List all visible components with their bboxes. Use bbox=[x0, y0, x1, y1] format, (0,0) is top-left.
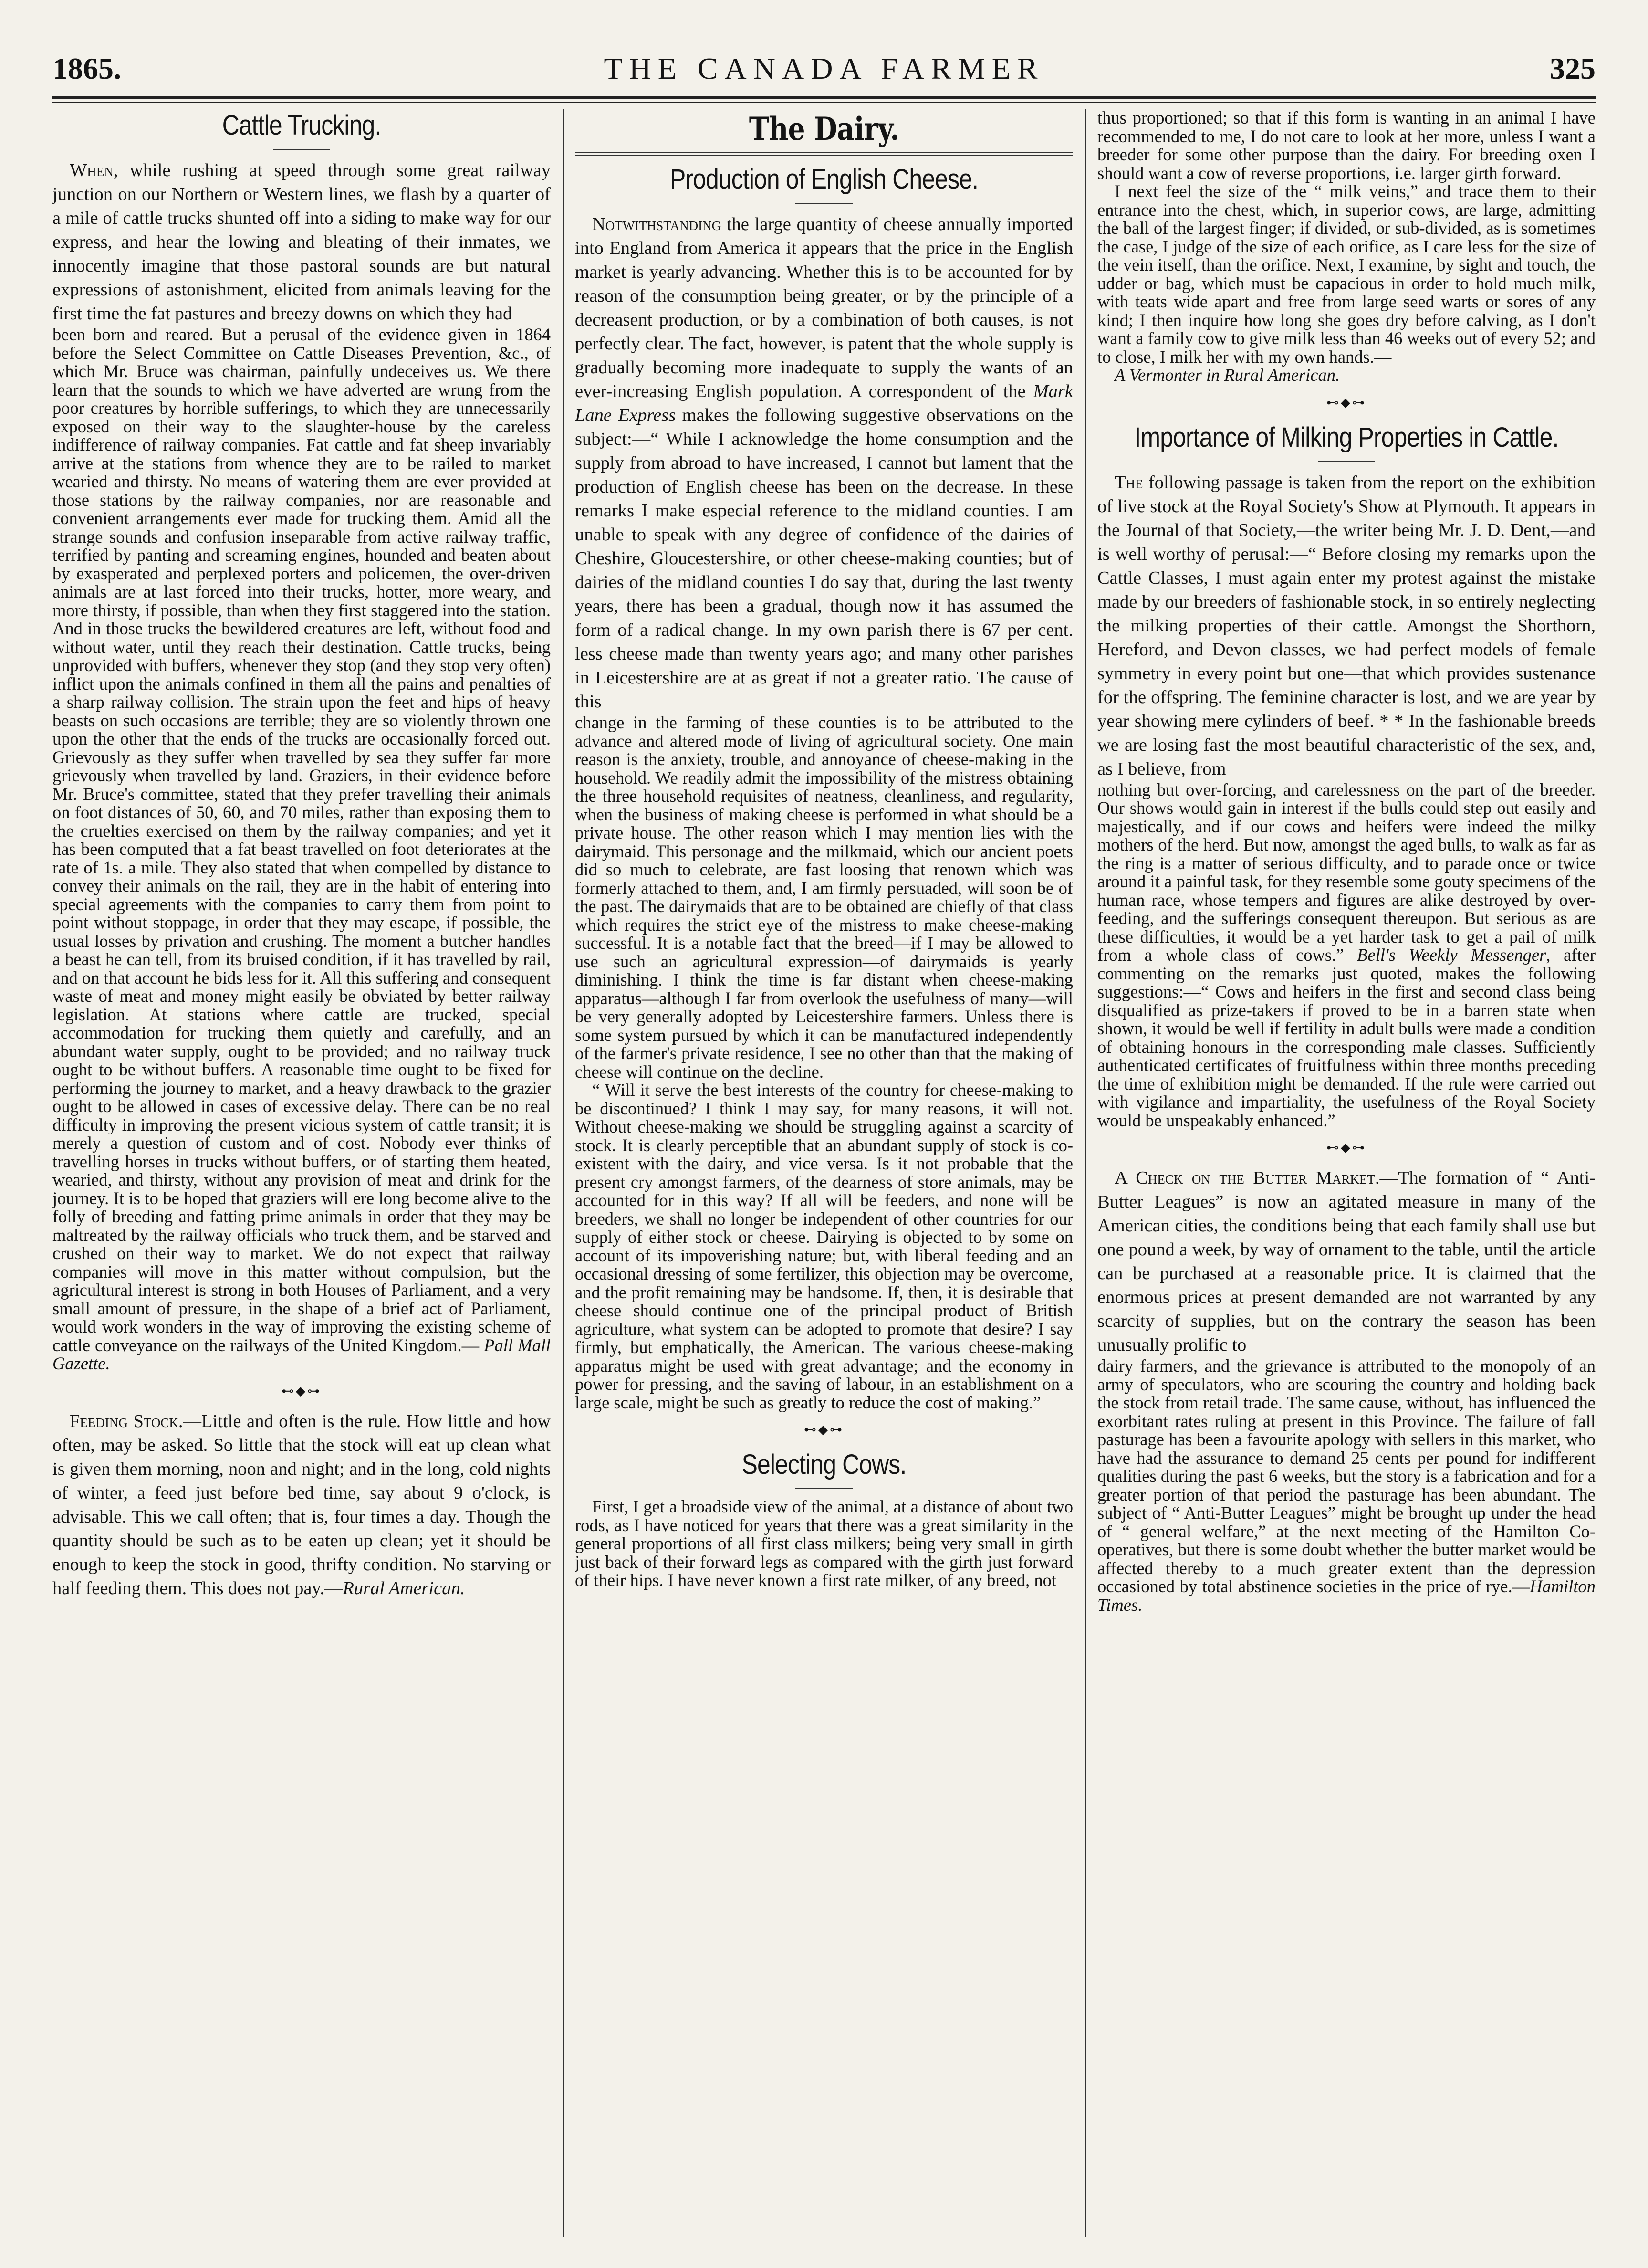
source-attribution: A Vermonter in Rural American. bbox=[1115, 365, 1340, 385]
article-paragraph bbox=[1097, 366, 1596, 385]
section-ornament: ⊷◆⊶ bbox=[1326, 1141, 1366, 1155]
article-paragraph bbox=[1097, 182, 1596, 366]
newspaper-title: THE CANADA FARMER bbox=[604, 52, 1044, 85]
article-paragraph bbox=[575, 1498, 1073, 1590]
paragraph-text: “ Will it serve the best interests of the country for cheese-making to be discontinued? I think I may say, for many reasons, it will not. Without cheese-making we should be struggling against a scarcity of stock. It is clearly perceptible that an abundant supply of stock is co-existent with the dairy, and vice versa. Is it not probable that the present cry amongst farmers, of the dearness of store animals, may be accounted for in this way? If all will be feeders, and none will be breeders, we shall no longer be independent of other countries for our supply of either stock or cheese. Dairying is objected to by some on account of its impoverishing nature; but, with liberal feeding and an occasional dressing of some fertilizer, this objection may be overcome, and the profit remaining may be handsome. If, then, it is desirable that cheese should continue one of the principal product of British agriculture, what system can be adopted to promote that desire? I say firmly, but emphatically, the American. The various cheese-making apparatus might be used with great advantage; and the economy in power for pressing, and the saving of labour, in an establishment on a large scale, might be such as greatly to reduce the cost of making.” bbox=[575, 1080, 1073, 1412]
paragraph-text: change in the farming of these counties is to be attributed to the advance and altered mode of living of agricultural society. One main reason is the anxiety, trouble, and annoyance of cheese-making in the household. We readily admit the impossibility of the mistress obtaining the three household requisites of neatness, cleanliness, and regularity, when the business of making cheese is performed in what should be a private house. The other reason which I may mention lies with the dairymaid. This personage and the milkmaid, which our ancient poets did so much to celebrate, are fast loosing that renown which was formerly attached to them, and, I am firmly persuaded, will soon be of the past. The dairymaids that are to be obtained are chiefly of that class which requires the strict eye of the mistress to make cheese-making successful. It is a notable fact that the breed—if I may be allowed to use such an agricultural expression—of dairymaids is yearly diminishing. I think the time is far distant when cheese-making apparatus—although I far from overlook the usefulness of many—will be very generally adopted by Leicestershire farmers. Unless there is some system pursued by which it can be manufactured independently of the farmer's private residence, I see no other than that the making of cheese will continue on the decline. bbox=[575, 713, 1073, 1082]
paragraph-text: makes the following suggestive observations on the subject:—“ While I acknowledge the home consumption and the supply from abroad to have increased, I cannot but lament that the production of English cheese has been on the decrease. In these remarks I make especial reference to the midland counties. I am unable to speak with any degree of confidence of the dairies of Cheshire, Gloucestershire, or other cheese-making counties; but of dairies of the midland counties I do say that, during the last twenty years, there has been a gradual, though now it has assumed the form of a radical change. In my own parish there is 67 per cent. less cheese made than twenty years ago; and many other parishes in Leicestershire are at as great if not a greater ratio. The cause of this bbox=[575, 405, 1073, 712]
lead-heading: A Check on the Butter Market. bbox=[1115, 1168, 1380, 1188]
paragraph-text: —The formation of “ Anti-Butter Leagues” is now an agitated measure in many of the American cities, the conditions being that each family shall use but one pound a week, by way of ornament to the table, until the article can be purchased at a reasonable price. It is claimed that the enormous prices at present demanded are not warranted by any scarcity of supplies, but on the contrary the season has been unusually prolific to bbox=[1097, 1168, 1596, 1355]
column-2 bbox=[575, 109, 1073, 2237]
article-title-english-cheese: Production of English Cheese. bbox=[669, 164, 979, 195]
column-3 bbox=[1097, 109, 1596, 2237]
article-title-milking-properties: Importance of Milking Properties in Cattle. bbox=[1134, 421, 1559, 453]
title-rule bbox=[273, 149, 330, 150]
article-paragraph bbox=[1097, 471, 1596, 781]
paragraph-text: , while rushing at speed through some great railway junction on our Northern or Western lines, we flash by a quarter of a mile of cattle trucks shunted off into a siding to make way for our express, and hear the lowing and bleating of their inmates, we innocently imagine that those pastoral sounds are but natural expressions of astonishment, elicited from animals leaving for the first time the fat pastures and breezy downs on which they had bbox=[52, 160, 551, 324]
article-paragraph bbox=[52, 158, 551, 326]
lead-word: Notwithstanding bbox=[592, 214, 721, 234]
article-paragraph bbox=[575, 212, 1073, 714]
article-paragraph bbox=[1097, 1166, 1596, 1357]
source-attribution: Pall Mall Gazette. bbox=[52, 1335, 551, 1373]
masthead-rule bbox=[52, 96, 1596, 99]
lead-word: The bbox=[1115, 472, 1143, 493]
paragraph-text: nothing but over-forcing, and carelessness on the part of the breeder. Our shows would gain in interest if the bulls could step out easily and majestically, and if our cows and heifers were indeed the milky mothers of the herd. But now, amongst the aged bulls, to walk as far as the ring is a matter of serious difficulty, and to parade once or twice around it a painful task, for they resemble some gouty specimens of the human race, whose tempers and figures are alike destroyed by over-feeding, and the sufferings consequent thereupon. But serious as are these difficulties, it would be a yet harder task to get a pail of milk from a whole class of cows.” bbox=[1097, 779, 1596, 965]
issue-year: 1865. bbox=[52, 52, 121, 85]
section-title-dairy: The Dairy. bbox=[749, 110, 899, 147]
section-rule bbox=[575, 152, 1073, 156]
paragraph-text: dairy farmers, and the grievance is attributed to the monopoly of an army of speculators, who are scouring the country and holding back the stock from retail trade. The same cause, without, has influenced the exorbitant rates ruling at present in this Province. The failure of fall pasturage has been a favourite apology with sellers in this market, who have had the assurance to demand 25 cents per pound for indifferent qualities during the past 6 weeks, but the story is a fabrication and for a greater portion of that period the pasturage has been abundant. The subject of “ Anti-Butter Leagues” might be brought up under the head of “ general welfare,” at the next meeting of the Hamilton Co-operatives, but there is some doubt whether the butter market would be affected thereby to a much greater extent than the depression occasioned by total abstinence societies in the price of rye.— bbox=[1097, 1356, 1596, 1596]
article-title-selecting-cows: Selecting Cows. bbox=[741, 1449, 907, 1480]
article-columns bbox=[52, 109, 1596, 2237]
article-paragraph bbox=[575, 714, 1073, 1081]
cited-publication: Bell's Weekly Messenger bbox=[1357, 945, 1546, 965]
paragraph-text: following passage is taken from the report on the exhibition of live stock at the Royal Society's Show at Plymouth. It appears in the Journal of that Society,—the writer being Mr. J. D. Dent,—and is well worthy of perusal:—“ Before closing my remarks upon the Cattle Classes, I must again enter my protest against the mistake made by our breeders of fashionable stock, in so entirely neglecting the milking properties of their cattle. Amongst the Shorthorn, Hereford, and Devon classes, we had perfect models of female symmetry in every point but one—that which provides sustenance for the offspring. The feminine character is lost, and we are year by year showing mere cylinders of beef. * * In the fashionable breeds we are losing fast the most beautiful characteristic of the sex, and, as I believe, from bbox=[1097, 472, 1596, 779]
section-ornament: ⊷◆⊶ bbox=[804, 1423, 844, 1437]
article-paragraph bbox=[1097, 1357, 1596, 1614]
lead-word: When bbox=[70, 160, 114, 180]
title-rule bbox=[1318, 461, 1375, 462]
section-ornament: ⊷◆⊶ bbox=[282, 1384, 322, 1398]
paragraph-text: thus proportioned; so that if this form is wanting in an animal I have recommended to me, I do not care to look at her more, unless I want a breeder for some other purpose than the dairy. For breeding oxen I should want a cow of reverse proportions, i.e. larger girth forward. bbox=[1097, 109, 1596, 183]
column-divider bbox=[1085, 109, 1086, 2237]
article-paragraph bbox=[575, 1081, 1073, 1412]
paragraph-text: , after commenting on the remarks just quoted, makes the following suggestions:—“ Cows and heifers in the first and second class being disqualified as prize-takers if proved to be in a barren state when shown, it would be well if fertility in adult bulls were made a condition of obtaining honours in the corresponding male classes. Sufficiently authenticated certificates of fruitfulness within three months preceding the time of exhibition might be demanded. If the rule were carried out with vigilance and impartiality, the usefulness of the Royal Society would be unspeakably enhanced.” bbox=[1097, 945, 1596, 1130]
article-title-cattle-trucking: Cattle Trucking. bbox=[222, 110, 381, 141]
column-1 bbox=[52, 109, 551, 2237]
section-ornament: ⊷◆⊶ bbox=[1326, 395, 1366, 410]
paragraph-text: —Little and often is the rule. How little and how often, may be asked. So little that the stock will eat up clean what is given them morning, noon and night; and in the long, cold nights of winter, a feed just before bed time, say about 9 o'clock, is advisable. This we call often; that is, four times a day. Though the quantity should be such as to be eaten up clean; yet it should be enough to keep the stock in good, thrifty condition. No starving or half feeding them. This does not pay.— bbox=[52, 1411, 551, 1598]
masthead bbox=[52, 46, 1596, 92]
masthead-rule-thin bbox=[52, 102, 1596, 103]
lead-heading: Feeding Stock. bbox=[70, 1411, 183, 1431]
paragraph-text: I next feel the size of the “ milk veins,” and trace them to their entrance into the chest, which, in superior cows, are large, admitting the ball of the largest finger; if divided, or sub-divided, as is sometimes the case, I judge of the size of each orifice, as I care less for the size of the vein itself, than the orifice. Next, I examine, by sight and touch, the udder or bag, which must be capacious in order to hold much milk, with teats wide apart and free from large seed warts or sores of any kind; I then inquire how long she goes dry before calving, as I don't want a family cow to give milk less than 46 weeks out of every 52; and to close, I milk her with my own hands.— bbox=[1097, 181, 1596, 367]
article-paragraph bbox=[1097, 109, 1596, 182]
source-attribution: Hamilton Times. bbox=[1097, 1576, 1596, 1615]
article-paragraph bbox=[52, 326, 551, 1373]
source-attribution: Rural American. bbox=[343, 1578, 465, 1598]
page-number: 325 bbox=[1550, 52, 1596, 85]
article-paragraph bbox=[52, 1409, 551, 1600]
column-divider bbox=[563, 109, 564, 2237]
title-rule bbox=[795, 203, 853, 204]
article-paragraph bbox=[1097, 781, 1596, 1130]
paragraph-text: First, I get a broadside view of the animal, at a distance of about two rods, as I have noticed for years that there was a great similarity in the general proportions of all first class milkers; being very small in girth just back of their forward legs as compared with the girth just forward of their hips. I have never known a first rate milker, of any breed, not bbox=[575, 1497, 1073, 1590]
paragraph-text: been born and reared. But a perusal of the evidence given in 1864 before the Select Committee on Cattle Diseases Prevention, &c., of which Mr. Bruce was chairman, painfully undeceives us. We there learn that the sounds to which we have adverted are wrung from the poor creatures by horrible sufferings, to which they are unnecessarily exposed on their way to the slaughter-house by the careless indifference of railway companies. Fat cattle and fat sheep invariably arrive at the stations from whence they are to be railed to market wearied and thirsty. No means of watering them are ever provided at those stations by the railway companies, nor are reasonable and convenient arrangements ever made for trucking them. Amid all the strange sounds and confusion inseparable from active railway traffic, terrified by panting and screaming engines, hounded and beaten about by exasperated and perplexed porters and policemen, the over-driven animals are at last forced into their trucks, hotter, more weary, and more thirsty, if possible, than when they first staggered into the station. And in those trucks the bewildered creatures are left, without food and without water, until they reach their destination. Cattle trucks, being unprovided with buffers, whenever they stop (and they stop very often) inflict upon the animals confined in them all the pains and penalties of a sharp railway collision. The strain upon the feet and hips of heavy beasts on such occasions are terrible; they are so violently thrown one upon the other that the ends of the trucks are occasionally forced out. Grievously as they suffer when travelled by sea they suffer far more grievously when travelled by land. Graziers, in their evidence before Mr. Bruce's committee, stated that they prefer travelling their animals on foot distances of 50, 60, and 70 miles, rather than exposing them to the cruelties exercised on them by the railway companies; and yet it has been computed that a fat beast travelled on foot deteriorates at the rate of 1s. a mile. They also stated that when compelled by distance to convey their animals on the rail, they are in the habit of entering into special agreements with the companies to carry them from point to point without stoppage, in order that they may escape, if possible, the usual losses by privation and crushing. The moment a butcher handles a beast he can tell, from its bruised condition, if it has travelled by rail, and on that account he bids less for it. All this suffering and consequent waste of meat and money might easily be obviated by better railway legislation. At stations where cattle are trucked, special accommodation for trucking them quietly and carefully, and an abundant water supply, ought to be provided; and no railway truck ought to be without buffers. A reasonable time ought to be fixed for performing the journey to market, and a heavy drawback to the grazier ought to be allowed in cases of excessive delay. There can be no real difficulty in improving the present vicious system of cattle transit; it is merely a question of custom and of cost. Nobody ever thinks of travelling horses in trucks without buffers, or of starting them heated, wearied, and thirsty, without any provision of meat and drink for the journey. It is to be hoped that graziers will ere long become alive to the folly of breeding and fatting prime animals in order that they may be maltreated by the railway officials who truck them, and be starved and crushed on their way to market. We do not expect that railway companies will move in this matter without compulsion, but the agricultural interest is strong in both Houses of Parliament, and a very small amount of pressure, in the shape of a brief act of Parliament, would work wonders in the way of improving the existing scheme of cattle conveyance on the railways of the United Kingdom.— bbox=[52, 325, 551, 1355]
paragraph-text: the large quantity of cheese annually imported into England from America it appears that the price in the English market is yearly advancing. Whether this is to be accounted for by reason of the consumption being greater, or by the principle of a decreasent production, or by a combination of both causes, is not perfectly clear. The fact, however, is patent that the whole supply is gradually becoming more inadequate to supply the wants of an ever-increasing English population. A correspondent of the bbox=[575, 214, 1073, 401]
cited-publication: Mark Lane Express bbox=[575, 381, 1073, 425]
title-rule bbox=[795, 1488, 853, 1489]
